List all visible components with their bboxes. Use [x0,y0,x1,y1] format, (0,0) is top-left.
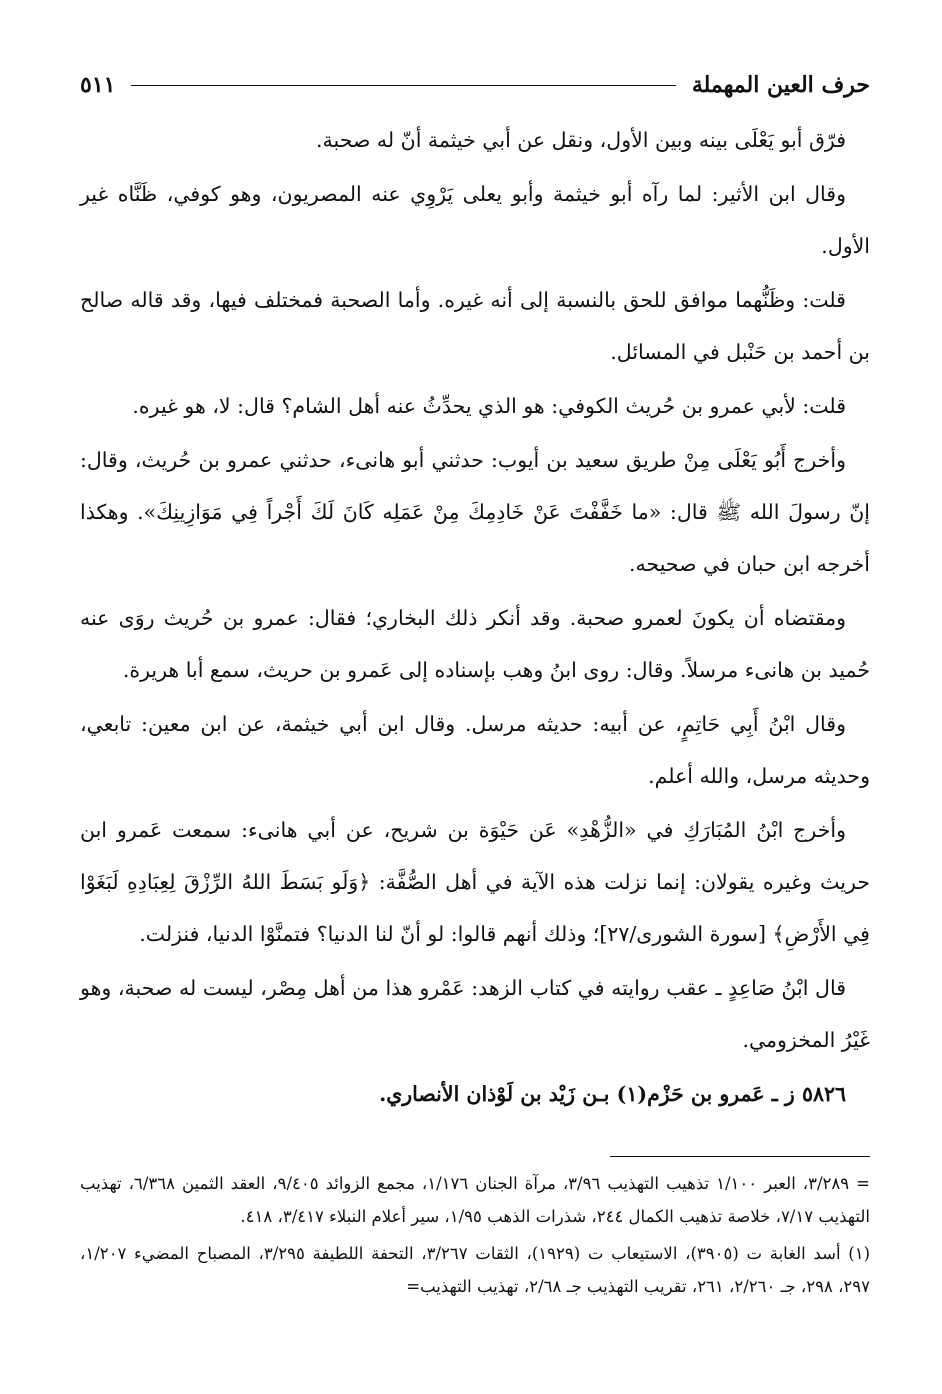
footnotes [80,1167,870,1303]
page-number: ٥١١ [80,72,116,98]
paragraph: وأخرج ابْنُ المُبَارَكِ في «الزُّهْدِ» عَن حَيْوَة بن شريح، عن أبي هانىء: سمعت عَمرو ابن حريث وغيره يقولان: إنما نزلت هذه الآية في أهل الصُّفَّة: ﴿وَلَو بَسَطَ اللهُ الرِّزْقَ لِعِبَادِهِ لَبَغَوْا فِي الأَرْضِ﴾ [سورة الشورى/٢٧]؛ وذلك أنهم قالوا: لو أنّ لنا الدنيا؟ فتمنَّوْا الدنيا، فنزلت. [80,818,870,946]
footnote: = ٣/٢٨٩، العبر ١/١٠٠ تذهيب التهذيب ٣/٩٦، مرآة الجنان ١/١٧٦، مجمع الزوائد ٩/٤٠٥، العقد الثمين ٦/٣٦٨، تهذيب التهذيب ٧/١٧، خلاصة تذهيب الكمال ٢٤٤، شذرات الذهب ١/٩٥، سير أعلام النبلاء ٣/٤١٧، ٤١٨. [80,1174,870,1226]
paragraph: وقال ابن الأثير: لما رآه أبو خيثمة وأبو يعلى يَرْوِي عنه المصريون، وهو كوفي، ظَنَّاه غير الأول. [80,182,870,258]
header-rule [131,85,675,86]
page [80,62,870,1372]
footnote-rule [610,1156,870,1157]
paragraph: قال ابْنُ صَاعِدٍ ـ عقب روايته في كتاب الزهد: عَمْرو هذا من أهل مِصْر، ليست له صحبة، وهو غَيْرُ المخزومي. [80,976,870,1052]
paragraph: ومقتضاه أن يكونَ لعمرو صحبة. وقد أنكر ذلك البخاري؛ فقال: عمرو بن حُريث روَى عنه حُميد بن هانىء مرسلاً. وقال: روى ابنُ وهب بإسناده إلى عَمرو بن حريث، سمع أبا هريرة. [80,606,870,682]
paragraph: وقال ابْنُ أَبِي حَاتِمٍ، عن أبيه: حديثه مرسل. وقال ابن أبي خيثمة، عن ابن معين: تابعي، وحديثه مرسل، والله أعلم. [80,712,870,788]
entry-heading: ٥٨٢٦ ز ـ عَمرو بن حَزْم(١) بـن زَيْد بن لَوْذان الأنصاري. [379,1082,846,1106]
footnote: (١) أسد الغابة ت (٣٩٠٥)، الاستيعاب ت (١٩٢٩)، الثقات ٣/٢٦٧، التحفة اللطيفة ٣/٢٩٥، المصباح المضيء ١/٢٠٧، ٢٩٧، ٢٩٨، جـ ٢/٢٦٠، ٢٦١، تقريب التهذيب جـ ٢/٦٨، تهذيب التهذيب= [80,1244,870,1296]
chapter-title: حرف العين المهملة [691,72,870,98]
paragraph: فرّق أبو يَعْلَى بينه وبين الأول، ونقل عن أبي خيثمة أنّ له صحبة. [316,128,846,152]
paragraph: قلت: لأبي عمرو بن حُريث الكوفي: هو الذي يحدِّثُ عنه أهل الشام؟ قال: لا، هو غيره. [132,394,846,418]
paragraph: وأخرج أَبُو يَعْلَى مِنْ طريق سعيد بن أيوب: حدثني أبو هانىء، حدثني عمرو بن حُريث، وقال: إنّ رسولَ الله ﷺ قال: «ما خَفَّفْتَ عَنْ خَادِمِكَ مِنْ عَمَلِه كَانَ لَكَ أَجْراً فِي مَوَازِينِكَ». وهكذا أخرجه ابن حبان في صحيحه. [80,448,870,576]
main-text [80,114,870,1120]
paragraph: قلت: وظَنُّهما موافق للحق بالنسبة إلى أنه غيره. وأما الصحبة فمختلف فيها، وقد قاله صالح بن أحمد بن حَنْبل في المسائل. [80,288,870,364]
page-header [80,62,870,108]
